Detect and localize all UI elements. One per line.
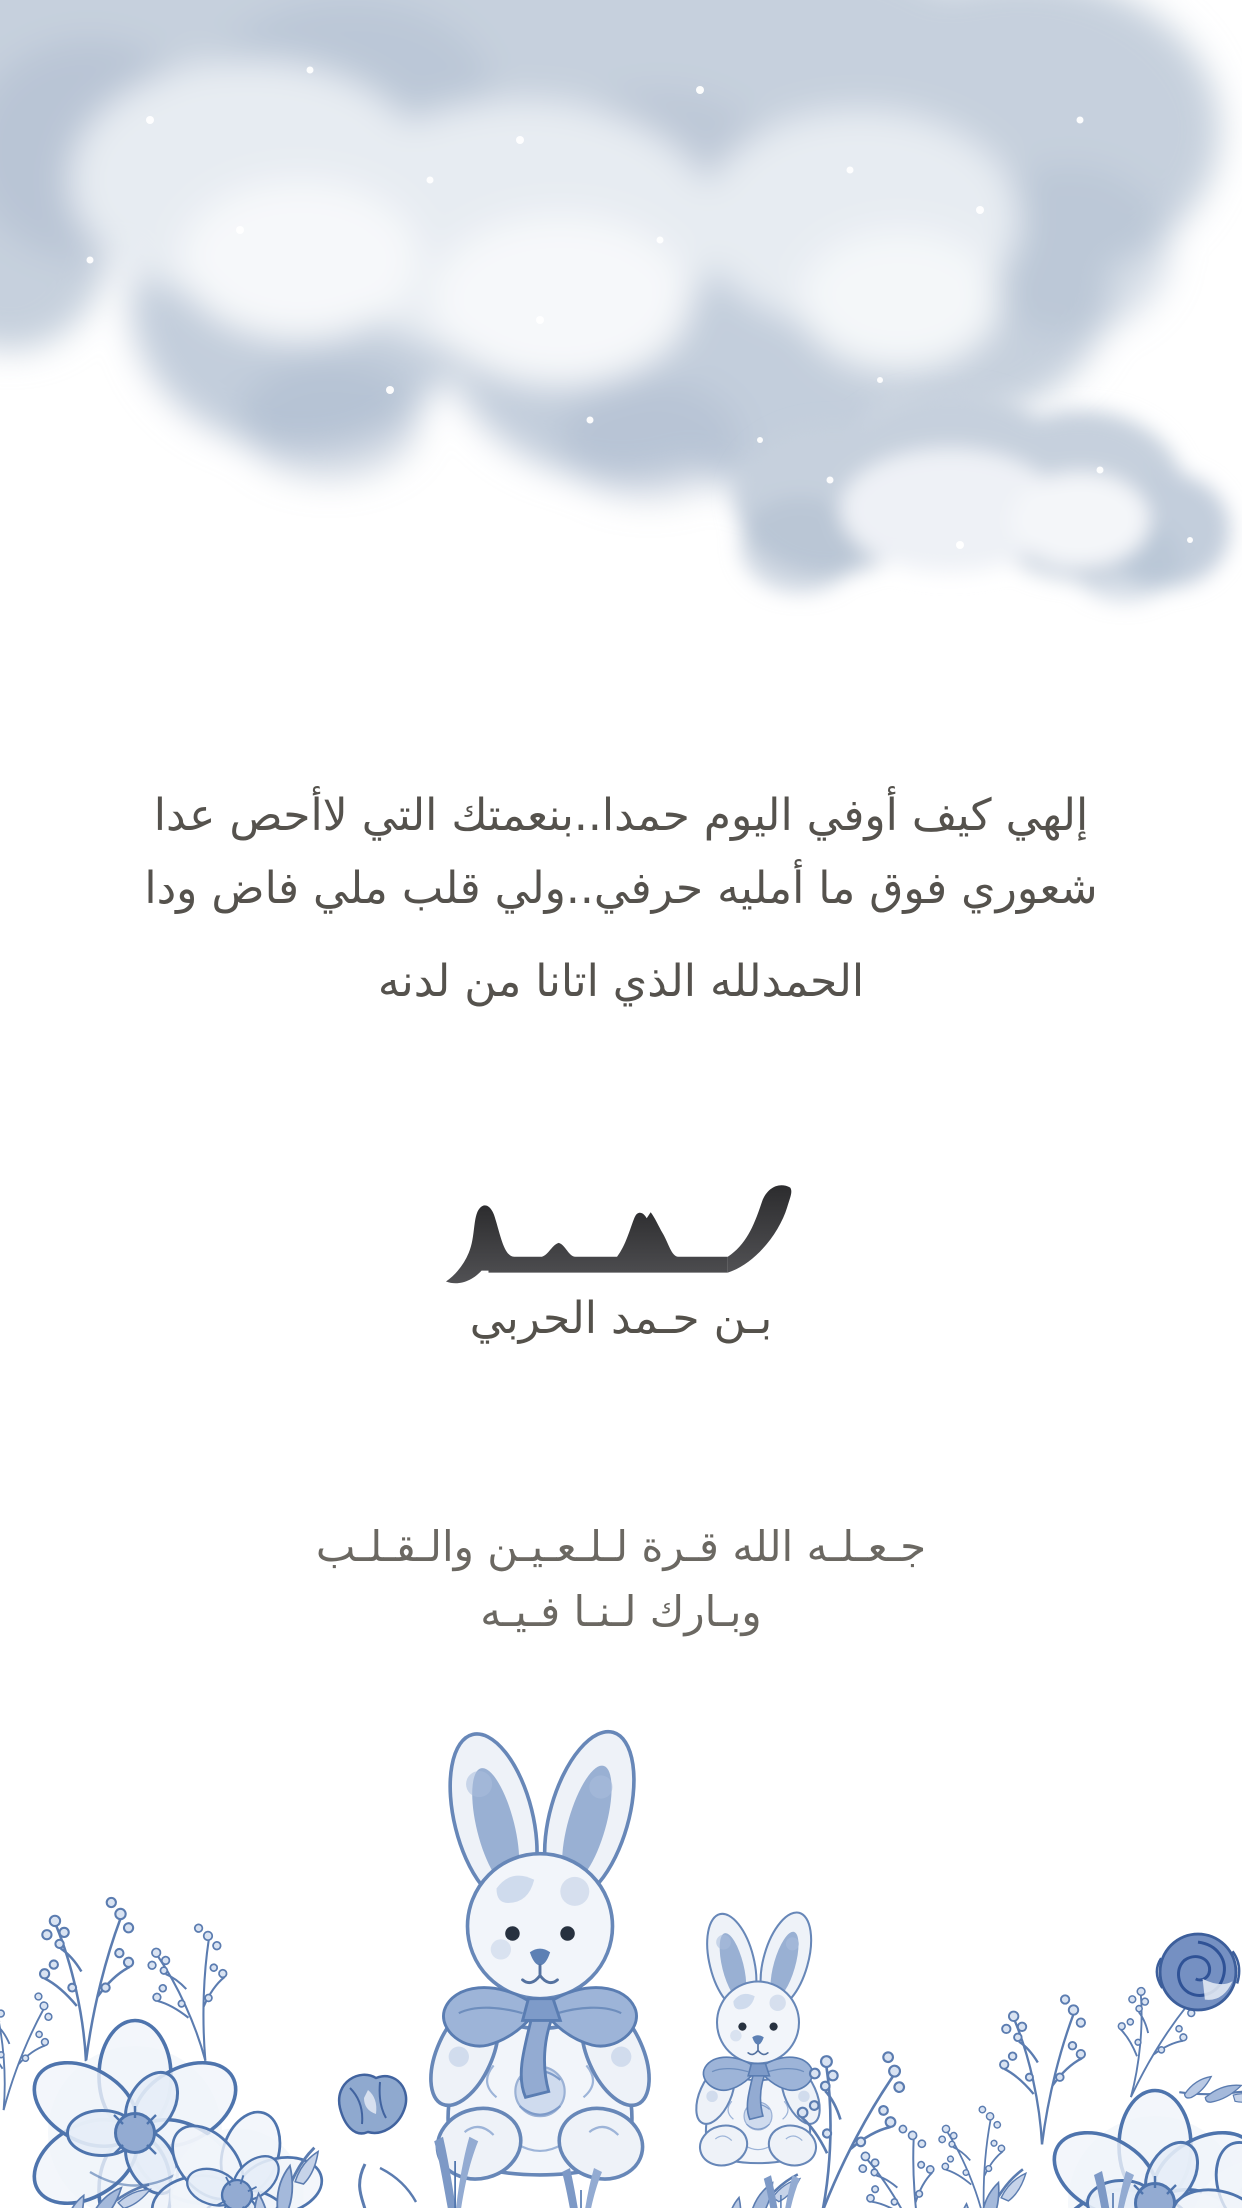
father-name-line: بـن حـمد الحربي (469, 1293, 773, 1344)
blessing-verse (0, 1514, 1242, 1644)
blessing-line-1: جـعـلـه الله قـرة لـلـعـيـن والـقـلـب (315, 1522, 927, 1571)
floral-border-right (933, 1934, 1242, 2208)
watercolor-clouds-illustration (0, 0, 1242, 660)
blessing-line-2: وبـارك لـنـا فـيـه (480, 1587, 762, 1636)
intro-line-1: إلهي كيف أوفي اليوم حمدا..بنعمتك التي لاأحص عدا (153, 790, 1089, 841)
intro-line-2: شعوري فوق ما أمليه حرفي..ولي قلب ملي فاض ودا (144, 863, 1098, 914)
bunny-small (688, 1907, 827, 2171)
hamd-line: الحمدلله الذي اتانا من لدنه (377, 956, 865, 1007)
calligraphy-strokes (443, 1178, 799, 1296)
bunny-large (417, 1722, 663, 2188)
intro-verse (0, 779, 1242, 925)
baby-name-calligraphy (443, 1178, 799, 1296)
bunnies-floral-illustration (0, 1668, 1242, 2208)
floral-border-left (0, 1898, 478, 2208)
